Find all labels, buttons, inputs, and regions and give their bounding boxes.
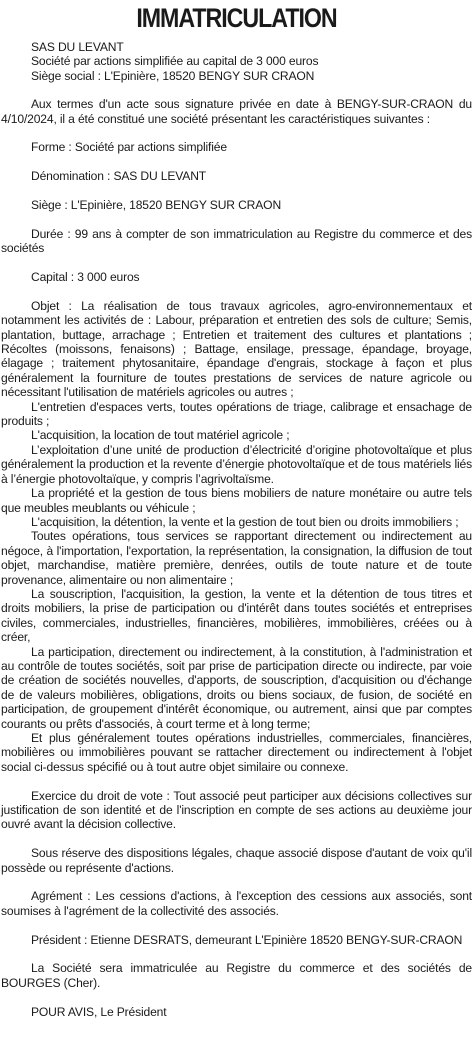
objet-paragraph: La participation, directement ou indirectement, à la constitution, à l'administration et au contrôle de toutes sociétés, soit par prise de participation directe ou indirecte, par voie de création de sociétés nouvelles, d'apports, de souscription, d'acquisition ou d'échange de de valeurs mobilières, obligations, droits ou biens sociaux, de fusion, de société en participation, de groupement d'intérêt économique, ou autrement, ainsi que par comptes courants ou prêts d'associés, à court terme et à long terme; [1,644,472,731]
objet-paragraph: Toutes opérations, tous services se rapportant directement ou indirectement au négoce, à l'importation, l'exportation, la représentation, la consignation, la diffusion de tout objet, marchandise, matière première, denrées, outils de toute nature et de toute provenance, alimentaire ou non alimentaire ; [1,529,472,587]
objet-paragraph: Et plus généralement toutes opérations industrielles, commerciales, financières, mobilières ou immobilières pouvant se rattacher directement ou indirectement à l'objet social ci-dessus spécifié ou à tout autre objet similaire ou connexe. [1,731,472,774]
duree-paragraph: Durée : 99 ans à compter de son immatriculation au Registre du commerce et des sociétés [1,226,472,256]
objet-paragraph: L'acquisition, la détention, la vente et la gestion de tout bien ou droits immobiliers ; [31,514,459,529]
objet-paragraph: L'entretien d'espaces verts, toutes opérations de triage, calibrage et ensachage de produits ; [1,399,472,429]
company-header [1,40,472,83]
intro-paragraph: Aux termes d'un acte sous signature privée en date à BENGY-SUR-CRAON du 4/10/2024, il a été constitué une société présentant les caractéristiques suivantes : [1,97,472,126]
denomination-line: Dénomination : SAS DU LEVANT [31,169,207,184]
signature-line: POUR AVIS, Le Président [31,1004,167,1019]
objet-paragraph: Objet : La réalisation de tous travaux agricoles, agro-environnementaux et notamment les activités de : Labour, préparation et entretien des sols de culture; Semis, plantation, buttage, arrachage ; Entretien et traitement des cultures et plantations ; Récoltes (moissons, fenaisons) ; Battage, ensilage, pressage, épandage, broyage, élagage ; traitement phytosanitaire, épandage d'engrais, stockage à façon et plus généralement la fourniture de toutes prestations de services de nature agricole ou nécessitant l'utilisation de matériels agricoles ou autres ; [1,298,472,400]
siege-line: Siège : L'Epinière, 18520 BENGY SUR CRAON [31,198,282,213]
notice-title: IMMATRICULATION [136,3,337,33]
forme-line: Forme : Société par actions simplifiée [31,140,227,155]
objet-paragraph: L'acquisition, la location de tout matériel agricole ; [31,428,290,443]
agrement-paragraph: Agrément : Les cessions d'actions, à l'exception des cessions aux associés, sont soumises à l'agrément de la collectivité des associés. [1,889,472,918]
voix-paragraph: Sous réserve des dispositions légales, chaque associé dispose d'autant de voix qu'il possède ou représente d'actions. [1,846,472,875]
capital-line: Capital : 3 000 euros [31,270,140,285]
objet-paragraph: La propriété et la gestion de tous biens mobiliers de nature monétaire ou autre tels que meubles meublants ou véhicule ; [1,486,472,515]
president-line: Président : Etienne DESRATS, demeurant L'Epinière 18520 BENGY-SUR-CRAON [31,932,463,947]
company-form-capital: Société par actions simplifiée au capital de 3 000 euros [31,54,319,69]
registre-paragraph: La Société sera immatriculée au Registre du commerce et des sociétés de BOURGES (Cher). [1,961,472,990]
company-name: SAS DU LEVANT [31,40,124,54]
objet-section [1,299,472,774]
objet-paragraph: L’exploitation d’une unité de production d’électricité d’origine photovoltaïque et plus généralement la production et la revente d’énergie photovoltaïque et de tous matériels liés à l’énergie photovoltaïque, y compris l’agrivoltaïsme. [1,442,472,486]
vote-paragraph: Exercice du droit de vote : Tout associé peut participer aux décisions collectives sur justification de son identité et de l'inscription en compte de ses actions au deuxième jour ouvré avant la décision collective. [1,788,472,832]
company-seat: Siège social : L'Epinière, 18520 BENGY SUR CRAON [31,68,315,83]
objet-paragraph: La souscription, l'acquisition, la gestion, la vente et la détention de tous titres et droits mobiliers, la prise de participation ou d'intérêt dans toutes sociétés et entreprises civiles, commerciales, industrielles, financières, mobilières, immobilières, créées ou à créer, [1,586,472,645]
